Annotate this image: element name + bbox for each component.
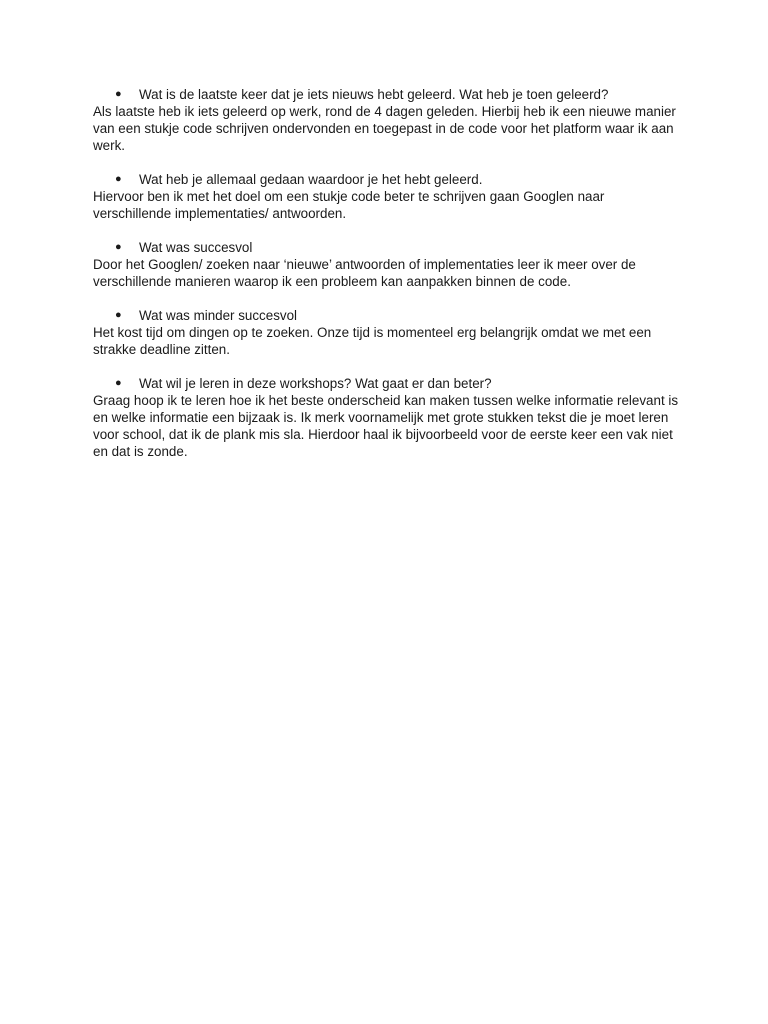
question-text: Wat was succesvol — [139, 240, 253, 255]
question-bullet — [93, 86, 683, 103]
section-4 — [93, 307, 683, 358]
bullet-icon: ● — [115, 88, 122, 100]
question-bullet — [93, 307, 683, 324]
bullet-icon: ● — [115, 377, 122, 389]
section-3 — [93, 239, 683, 290]
question-text: Wat is de laatste keer dat je iets nieuws hebt geleerd. Wat heb je toen geleerd? — [139, 87, 609, 102]
section-5 — [93, 375, 683, 460]
answer-text: Het kost tijd om dingen op te zoeken. Onze tijd is momenteel erg belangrijk omdat we met een strakke deadline zitten. — [93, 325, 652, 357]
question-bullet — [93, 171, 683, 188]
answer-text: Door het Googlen/ zoeken naar ‘nieuwe’ antwoorden of implementaties leer ik meer over de verschillende manieren waarop ik een probleem kan aanpakken binnen de code. — [93, 257, 636, 289]
answer-text: Graag hoop ik te leren hoe ik het beste onderscheid kan maken tussen welke informatie relevant is en welke informatie een bijzaak is. Ik merk voornamelijk met grote stukken tekst die je moet leren voor school, dat ik de plank mis sla. Hierdoor haal ik bijvoorbeeld voor de eerste keer een vak niet en dat is zonde. — [93, 393, 679, 459]
bullet-icon: ● — [115, 173, 122, 185]
question-text: Wat was minder succesvol — [139, 308, 298, 323]
section-1 — [93, 86, 683, 154]
bullet-icon: ● — [115, 241, 122, 253]
bullet-icon: ● — [115, 309, 122, 321]
answer-text: Als laatste heb ik iets geleerd op werk, rond de 4 dagen geleden. Hierbij heb ik een nieuwe manier van een stukje code schrijven ondervonden en toegepast in de code voor het platform waar ik aan werk. — [93, 104, 676, 153]
section-2 — [93, 171, 683, 222]
answer-text: Hiervoor ben ik met het doel om een stukje code beter te schrijven gaan Googlen naar verschillende implementaties/ antwoorden. — [93, 189, 605, 221]
question-bullet — [93, 239, 683, 256]
question-text: Wat heb je allemaal gedaan waardoor je het hebt geleerd. — [139, 172, 483, 187]
question-text: Wat wil je leren in deze workshops? Wat gaat er dan beter? — [139, 376, 492, 391]
document-page — [93, 86, 683, 477]
question-bullet — [93, 375, 683, 392]
